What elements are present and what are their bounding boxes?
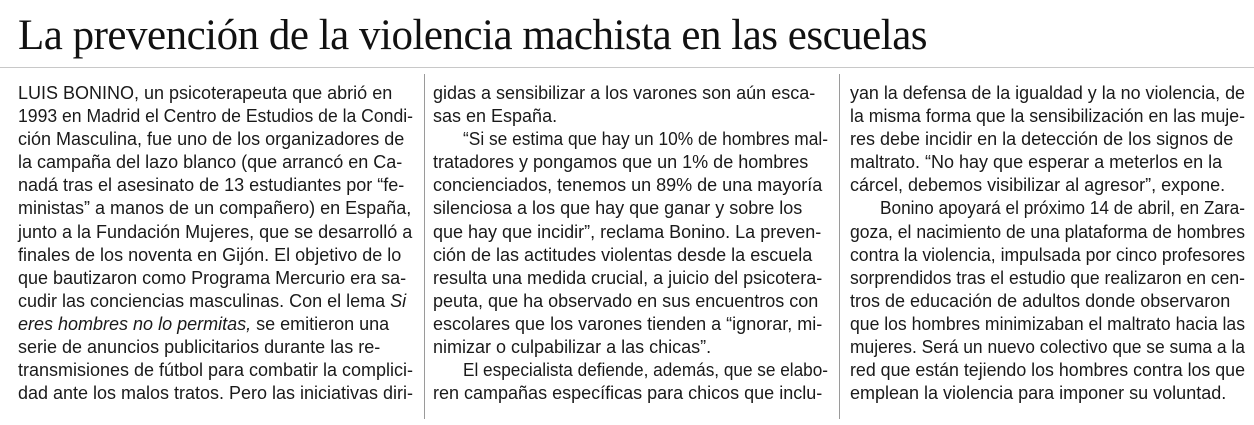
text-line xyxy=(850,290,1245,313)
text-run: que los hombres minimizaban el maltrato hacia las xyxy=(850,313,1245,334)
text-run: cudir las conciencias masculinas. Con el lema xyxy=(18,290,391,311)
column-divider xyxy=(424,74,425,419)
text-line xyxy=(850,336,1245,359)
text-line xyxy=(18,313,413,336)
text-line xyxy=(850,197,1245,220)
text-run: resulta una medida crucial, a juicio del psicotera- xyxy=(433,267,823,288)
text-line xyxy=(850,221,1245,244)
text-column-1 xyxy=(18,82,413,405)
text-run: El especialista defiende, además, que se elabo- xyxy=(463,360,828,381)
text-run: Bonino apoyará el próximo 14 de abril, en Zara- xyxy=(880,198,1245,219)
text-line xyxy=(433,128,828,151)
text-line xyxy=(433,290,828,313)
text-line xyxy=(850,313,1245,336)
text-run: “Si se estima que hay un 10% de hombres mal- xyxy=(463,129,828,150)
text-line xyxy=(433,151,828,174)
text-line xyxy=(433,313,828,336)
text-run: se emitieron una xyxy=(251,313,390,334)
text-line xyxy=(433,382,828,405)
text-run: mujeres. Será un nuevo colectivo que se suma a la xyxy=(850,337,1245,358)
text-line xyxy=(850,128,1245,151)
text-line xyxy=(433,244,828,267)
text-line xyxy=(18,382,413,405)
text-line xyxy=(433,197,828,220)
text-line xyxy=(18,359,413,382)
text-line xyxy=(18,82,413,105)
text-run: maltrato. “No hay que esperar a meterlos en la xyxy=(850,152,1223,173)
text-run: tros de educación de adultos donde observaron xyxy=(850,290,1231,311)
text-column-3 xyxy=(850,82,1245,405)
text-run: LUIS BONINO, un psicoterapeuta que abrió en xyxy=(18,83,393,103)
text-run: yan la defensa de la igualdad y la no violencia, de xyxy=(850,83,1245,103)
text-run: la campaña del lazo blanco (que arrancó en Ca- xyxy=(18,152,403,173)
text-line xyxy=(850,105,1245,128)
text-line xyxy=(18,244,413,267)
text-run: sas en España. xyxy=(433,106,558,127)
text-line xyxy=(433,82,828,105)
column-divider xyxy=(839,74,840,419)
text-line xyxy=(18,105,413,128)
text-run: tratadores y pongamos que un 1% de hombres xyxy=(433,152,809,173)
text-run: silenciosa a los que hay que ganar y sobre los xyxy=(433,198,803,219)
text-line xyxy=(850,359,1245,382)
text-run: ción de las actitudes violentas desde la escuela xyxy=(433,244,813,265)
text-line xyxy=(18,174,413,197)
text-run: cárcel, debemos visibilizar al agresor”, expone. xyxy=(850,175,1226,196)
text-run: transmisiones de fútbol para combatir la complici- xyxy=(18,360,413,381)
text-run: peuta, que ha observado en sus encuentros con xyxy=(433,290,819,311)
text-run: que hay que incidir”, reclama Bonino. La preven- xyxy=(433,221,822,242)
text-run: que bautizaron como Programa Mercurio era sa- xyxy=(18,267,407,288)
text-run: la misma forma que la sensibilización en las muje- xyxy=(850,106,1245,127)
text-column-2 xyxy=(433,82,828,405)
text-line xyxy=(850,82,1245,105)
text-run: dad ante los malos tratos. Pero las iniciativas diri- xyxy=(18,383,413,404)
text-line xyxy=(18,267,413,290)
text-line xyxy=(850,382,1245,405)
text-line xyxy=(433,174,828,197)
text-run: ción Masculina, fue uno de los organizadores de xyxy=(18,129,405,150)
text-line xyxy=(18,128,413,151)
text-line xyxy=(18,197,413,220)
text-run: goza, el nacimiento de una plataforma de hombres xyxy=(850,221,1245,242)
text-line xyxy=(850,151,1245,174)
text-line xyxy=(850,244,1245,267)
text-run: finales de los noventa en Gijón. El objetivo de lo xyxy=(18,244,402,265)
text-run: ren campañas específicas para chicos que inclu- xyxy=(433,383,823,404)
italic-text: eres hombres no lo permitas, xyxy=(18,313,252,334)
text-run: gidas a sensibilizar a los varones son aún esca- xyxy=(433,83,816,103)
text-run: escolares que los varones tienden a “ignorar, mi- xyxy=(433,313,823,334)
text-line xyxy=(433,221,828,244)
headline-rule xyxy=(0,67,1254,68)
text-run: junto a la Fundación Mujeres, que se desarrolló a xyxy=(18,221,413,242)
text-run: res debe incidir en la detección de los signos de xyxy=(850,129,1234,150)
text-line xyxy=(433,336,828,359)
text-run: nimizar o culpabilizar a las chicas”. xyxy=(433,337,712,358)
text-run: sorprendidos tras el estudio que realizaron en cen- xyxy=(850,267,1245,288)
text-line xyxy=(433,359,828,382)
text-run: nadá tras el asesinato de 13 estudiantes por “fe- xyxy=(18,175,405,196)
italic-text: Si xyxy=(390,290,407,311)
text-line xyxy=(18,151,413,174)
text-line xyxy=(18,336,413,359)
text-run: 1993 en Madrid el Centro de Estudios de la Condi- xyxy=(18,106,413,127)
text-line xyxy=(850,267,1245,290)
text-line xyxy=(18,221,413,244)
text-run: serie de anuncios publicitarios durante las re- xyxy=(18,337,381,358)
text-line xyxy=(18,290,413,313)
text-run: ministas” a manos de un compañero) en España, xyxy=(18,198,412,219)
text-line xyxy=(850,174,1245,197)
text-run: red que están tejiendo los hombres contra los que xyxy=(850,360,1245,381)
headline: La prevención de la violencia machista en las escuelas xyxy=(18,12,928,59)
text-line xyxy=(433,105,828,128)
text-run: contra la violencia, impulsada por cinco profesores xyxy=(850,244,1245,265)
text-line xyxy=(433,267,828,290)
text-run: concienciados, tenemos un 89% de una mayoría xyxy=(433,175,823,196)
text-run: emplean la violencia para imponer su voluntad. xyxy=(850,383,1227,404)
